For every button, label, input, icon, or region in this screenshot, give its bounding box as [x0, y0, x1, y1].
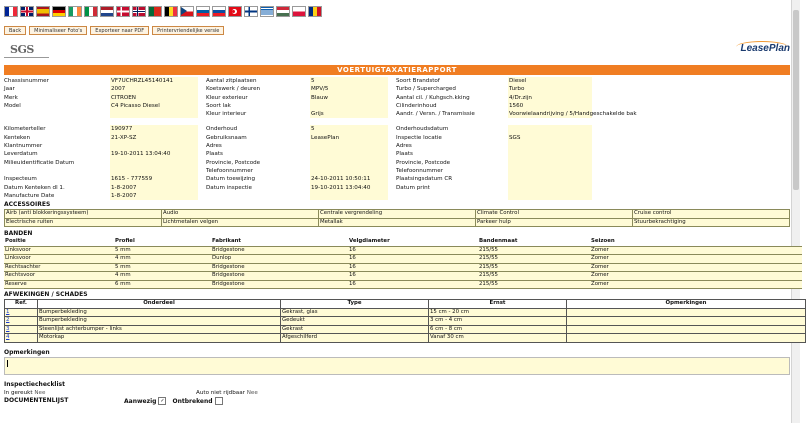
- remarks-heading: Opmerkingen: [4, 348, 50, 356]
- info-field-label: Plaats: [396, 151, 413, 158]
- info-field-value: [508, 142, 592, 150]
- damage-header-cell: Opmerkingen: [567, 300, 806, 309]
- vehicle-field-value: [704, 85, 782, 93]
- tyre-cell: 16: [348, 246, 478, 255]
- info-field-label: [396, 192, 508, 200]
- info-field-value: [110, 159, 198, 167]
- tyres-header-cell: Positie: [5, 238, 26, 245]
- info-field-value: 1-8-2007: [110, 192, 198, 200]
- info-field-label: Adres: [396, 143, 412, 150]
- damage-header-cell: Ref.: [5, 300, 38, 309]
- damage-header-cell: Onderdeel: [38, 300, 281, 309]
- tyre-row: [4, 255, 802, 264]
- accessory-cell: Lichtmetalen velgen: [162, 218, 319, 227]
- info-field-value: [508, 125, 592, 133]
- language-flags: [4, 4, 790, 18]
- tyre-row: [4, 263, 802, 272]
- vehicle-field-value: [704, 94, 782, 102]
- info-field-label: Onderhoud: [206, 126, 238, 133]
- info-field-label: [600, 134, 704, 142]
- accessory-cell: Audio: [162, 210, 319, 219]
- vehicle-field-label: Jaar: [4, 86, 15, 93]
- vehicle-field-value: 1560: [508, 102, 592, 110]
- tyre-cell: 215/55: [478, 280, 590, 289]
- vehicle-field-label: [600, 77, 704, 85]
- vehicle-field-label: Soort Brandstof: [396, 78, 440, 84]
- text-cursor: [7, 360, 8, 367]
- info-field-label: Datum Kenteken dl 1.: [4, 184, 65, 191]
- tyres-table: [4, 238, 802, 289]
- flag-czech-republic-icon[interactable]: [180, 6, 194, 17]
- vehicle-field-label: Cilinderinhoud: [396, 102, 437, 109]
- checklist-item-label: Auto niet rijdbaar: [196, 389, 245, 396]
- documents-present: [124, 397, 223, 406]
- accessory-row: [5, 218, 790, 227]
- info-field-value: SGS: [508, 134, 592, 142]
- info-field-value: [508, 167, 592, 175]
- damage-cell: 6 cm - 8 cm: [429, 325, 567, 334]
- vehicle-field-value: Grijs: [310, 110, 388, 118]
- flag-greece-icon[interactable]: [260, 6, 274, 17]
- damage-row: [5, 308, 806, 317]
- damage-heading: AFWEKINGEN / SCHADES: [4, 291, 88, 299]
- tyre-cell: Bridgestone: [211, 246, 348, 255]
- damage-cell: [567, 308, 806, 317]
- remarks-textarea[interactable]: [4, 357, 790, 375]
- tyre-cell: Zomer: [590, 280, 802, 289]
- tyre-cell: Zomer: [590, 272, 802, 281]
- damage-table: [4, 299, 806, 343]
- tyre-cell: 215/55: [478, 263, 590, 272]
- info-field-value: [704, 159, 782, 167]
- info-field-label: [600, 175, 704, 183]
- vehicle-field-label: [4, 110, 110, 118]
- info-field-value: [704, 125, 782, 133]
- tyre-cell: 5 mm: [114, 263, 211, 272]
- flag-france-icon[interactable]: [4, 6, 18, 17]
- info-field-label: [600, 159, 704, 167]
- tyre-cell: 16: [348, 255, 478, 264]
- info-field-value: [704, 150, 782, 158]
- info-field-label: Gebruiksnaam: [206, 134, 247, 141]
- flag-poland-icon[interactable]: [292, 6, 306, 17]
- info-field-value: 21-XP-SZ: [110, 134, 198, 142]
- tyre-cell: 5 mm: [114, 246, 211, 255]
- info-field-value: [310, 150, 388, 158]
- sgs-logo: SGS: [10, 43, 34, 56]
- info-field-value: [508, 192, 592, 200]
- info-field-label: Manufacture Date: [4, 192, 55, 199]
- info-field-value: 5: [310, 125, 388, 133]
- info-field-label: Provincie, Postcode: [206, 159, 261, 166]
- damage-cell: Gekrast: [281, 325, 429, 334]
- vehicle-details: [4, 77, 790, 118]
- flag-romania-icon[interactable]: [308, 6, 322, 17]
- info-field-label: Milieuidentificatie Datum: [4, 159, 75, 166]
- damage-cell: [567, 325, 806, 334]
- tyres-header-cell: Fabrikant: [212, 238, 242, 245]
- inspection-info: [4, 125, 790, 200]
- flag-finland-icon[interactable]: [244, 6, 258, 17]
- tyre-cell: 215/55: [478, 255, 590, 264]
- tyre-cell: 4 mm: [114, 272, 211, 281]
- logo-bar: [4, 41, 790, 63]
- info-field-label: [600, 125, 704, 133]
- info-field-value: [704, 192, 782, 200]
- info-field-label: [600, 142, 704, 150]
- info-field-value: [110, 142, 198, 150]
- damage-cell: Gekrast, glas: [281, 308, 429, 317]
- back-button[interactable]: Back: [4, 26, 26, 35]
- accessory-cell: Centrale vergrendeling: [319, 210, 476, 219]
- accessory-cell: Electrische ruiten: [5, 218, 162, 227]
- flag-turkey-icon[interactable]: [228, 6, 242, 17]
- info-field-value: [110, 167, 198, 175]
- checklist-heading: Inspectiechecklist: [4, 380, 65, 388]
- info-field-value: [704, 175, 782, 183]
- tyre-cell: Rechtsachter: [4, 263, 114, 272]
- accessory-cell: Metallak: [319, 218, 476, 227]
- tyre-cell: Zomer: [590, 246, 802, 255]
- flag-hungary-icon[interactable]: [276, 6, 290, 17]
- info-field-value: [310, 192, 388, 200]
- accessories-heading: ACCESSOIRES: [4, 201, 51, 209]
- leaseplan-logo: LeasePlan: [740, 43, 790, 54]
- tyre-cell: 215/55: [478, 272, 590, 281]
- damage-cell: [567, 334, 806, 343]
- tyre-cell: 6 mm: [114, 280, 211, 289]
- vehicle-field-value: 4/Dr.zijn: [508, 94, 592, 102]
- tyre-cell: Bridgestone: [211, 272, 348, 281]
- accessory-cell: Parkeer hulp: [476, 218, 633, 227]
- tyre-cell: Bridgestone: [211, 263, 348, 272]
- vehicle-field-value: [310, 102, 388, 110]
- info-field-value: 1615 - 777559: [110, 175, 198, 183]
- damage-row: [5, 317, 806, 326]
- tyre-cell: Zomer: [590, 263, 802, 272]
- scrollbar-thumb[interactable]: [793, 10, 799, 190]
- checklist-item-value: Nee: [246, 389, 258, 396]
- tyre-cell: Dunlop: [211, 255, 348, 264]
- info-field-label: Telefoonnummer: [206, 167, 253, 174]
- vehicle-field-label: Kleur exterieur: [206, 94, 248, 101]
- vehicle-field-value: [110, 110, 198, 118]
- checklist-row: [4, 389, 790, 397]
- info-field-value: 190977: [110, 125, 198, 133]
- vehicle-field-value: Blauw: [310, 94, 388, 102]
- vehicle-field-value: 5: [310, 77, 388, 85]
- vehicle-field-label: Koetswerk / deuren: [206, 86, 261, 93]
- info-field-value: [704, 167, 782, 175]
- vertical-scrollbar[interactable]: [791, 0, 800, 423]
- accessory-cell: Climate Control: [476, 210, 633, 219]
- tyre-cell: Rechtsvoor: [4, 272, 114, 281]
- logo-underline: [4, 57, 49, 58]
- info-field-value: [508, 175, 592, 183]
- vehicle-field-label: Chassisnummer: [4, 78, 49, 84]
- damage-cell: Vanaf 30 cm: [429, 334, 567, 343]
- documents-row: [4, 397, 790, 406]
- damage-ref-link[interactable]: 2: [5, 317, 38, 326]
- info-field-value: 24-10-2011 10:50:11: [310, 175, 388, 183]
- tyres-header-cell: Seizoen: [591, 238, 615, 245]
- damage-cell: Steenlijst achterbumper - links: [38, 325, 281, 334]
- flag-denmark-icon[interactable]: [116, 6, 130, 17]
- info-field-label: Datum print: [396, 184, 430, 191]
- tyre-cell: Linksvoor: [4, 255, 114, 264]
- vehicle-field-value: 2007: [110, 85, 198, 93]
- present-checkbox[interactable]: ✓: [160, 398, 165, 405]
- damage-cell: Bumperbekleding: [38, 317, 281, 326]
- export-pdf-button[interactable]: Exporteer naar PDF: [90, 26, 149, 35]
- damage-cell: Motorkap: [38, 334, 281, 343]
- info-field-value: [310, 167, 388, 175]
- tyres-header-cell: Bandenmaat: [479, 238, 518, 245]
- info-field-label: Plaats: [206, 151, 223, 158]
- vehicle-field-value: [704, 77, 782, 85]
- info-field-label: Plaatsingsdatum CR: [396, 176, 453, 183]
- tyre-cell: Bridgestone: [211, 280, 348, 289]
- info-field-label: Datum inspectie: [206, 184, 252, 191]
- tyre-cell: Reserve: [4, 280, 114, 289]
- vehicle-field-label: [600, 102, 704, 110]
- info-field-label: Telefoonnummer: [396, 167, 443, 174]
- vehicle-field-value: [704, 110, 782, 118]
- damage-header-cell: Type: [281, 300, 429, 309]
- flag-belgium-icon[interactable]: [164, 6, 178, 17]
- accessory-cell: Stuurbekrachtiging: [633, 218, 790, 227]
- flag-spain-icon[interactable]: [36, 6, 50, 17]
- flag-united-kingdom-icon[interactable]: [20, 6, 34, 17]
- info-field-label: [600, 184, 704, 192]
- vehicle-field-value: C4 Picasso Diesel: [110, 102, 198, 110]
- documents-heading: DOCUMENTENLIJST: [4, 396, 69, 404]
- tyre-cell: Linksvoor: [4, 246, 114, 255]
- info-field-value: [310, 159, 388, 167]
- info-field-value: [704, 142, 782, 150]
- report-page: [4, 4, 790, 406]
- vehicle-field-label: [600, 85, 704, 93]
- damage-ref-link[interactable]: 4: [5, 334, 38, 343]
- missing-label: Ontbrekend: [172, 397, 213, 405]
- info-field-label: Onderhoudsdatum: [396, 126, 449, 133]
- flag-ireland-icon[interactable]: [68, 6, 82, 17]
- info-field-value: [310, 142, 388, 150]
- tyre-cell: Zomer: [590, 255, 802, 264]
- info-field-label: [600, 150, 704, 158]
- damage-cell: 15 cm - 20 cm: [429, 308, 567, 317]
- vehicle-field-value: Turbo: [508, 85, 592, 93]
- vehicle-field-value: CITROEN: [110, 94, 198, 102]
- tyre-cell: 16: [348, 280, 478, 289]
- info-field-label: Inspectie locatie: [396, 134, 442, 141]
- info-field-value: [508, 184, 592, 192]
- damage-cell: 3 cm - 4 cm: [429, 317, 567, 326]
- tyre-row: [4, 272, 802, 281]
- info-field-label: Inspecteum: [4, 176, 37, 183]
- info-field-value: 19-10-2011 13:04:40: [110, 150, 198, 158]
- vehicle-field-label: Aantal zitplaatsen: [206, 78, 257, 84]
- info-field-value: [704, 184, 782, 192]
- info-field-value: 1-8-2007: [110, 184, 198, 192]
- toolbar: [4, 26, 790, 35]
- info-field-value: [508, 150, 592, 158]
- damage-row: [5, 325, 806, 334]
- vehicle-field-value: Voorwielaandrijving / 5/Handgeschakelde bak: [509, 111, 637, 118]
- info-field-value: 19-10-2011 13:04:40: [310, 184, 388, 192]
- info-field-label: Kilometerteller: [4, 126, 46, 133]
- vehicle-field-label: Model: [4, 102, 21, 109]
- info-field-value: [704, 134, 782, 142]
- tyre-row: [4, 280, 802, 289]
- tyre-cell: 4 mm: [114, 255, 211, 264]
- info-field-value: [508, 159, 592, 167]
- vehicle-field-label: [600, 94, 704, 102]
- info-field-label: Klantnummer: [4, 143, 43, 150]
- flag-germany-icon[interactable]: [52, 6, 66, 17]
- damage-cell: Afgeschilferd: [281, 334, 429, 343]
- vehicle-field-value: Diesel: [508, 77, 592, 85]
- info-field-label: Adres: [206, 143, 222, 150]
- accessory-row: [5, 210, 790, 219]
- tyre-cell: 16: [348, 272, 478, 281]
- damage-ref-link[interactable]: 3: [5, 325, 38, 334]
- flag-italy-icon[interactable]: [84, 6, 98, 17]
- damage-header-cell: Ernst: [429, 300, 567, 309]
- checklist-item-label: In gereukt: [4, 389, 33, 396]
- tyres-header-cell: Profiel: [115, 238, 135, 245]
- tyre-row: [4, 246, 802, 255]
- printable-version-button[interactable]: Printervriendelijke versie: [152, 26, 224, 35]
- vehicle-field-label: Aantal cil. / Kuhgsch.kking: [396, 94, 470, 101]
- damage-cell: [567, 317, 806, 326]
- report-title: VOERTUIGTAXATIERAPPORT: [4, 65, 790, 75]
- info-field-label: [600, 192, 704, 200]
- minimize-photos-button[interactable]: Minimaliseer Foto's: [29, 26, 87, 35]
- vehicle-field-label: Kleur interieur: [206, 111, 247, 118]
- vehicle-field-label: Merk: [4, 94, 18, 101]
- accessory-cell: Airb (anti blokkeringssysteem): [5, 210, 162, 219]
- vehicle-field-label: Soort lak: [206, 102, 231, 109]
- vehicle-field-value: [704, 102, 782, 110]
- info-field-label: Provincie, Postcode: [396, 159, 451, 166]
- tyre-cell: 215/55: [478, 246, 590, 255]
- vehicle-field-value: VF7UCHRZL45140141: [110, 77, 198, 85]
- flag-norway-icon[interactable]: [132, 6, 146, 17]
- accessories-table: [4, 209, 790, 227]
- flag-netherlands-icon[interactable]: [100, 6, 114, 17]
- damage-ref-link[interactable]: 1: [5, 308, 38, 317]
- tyres-heading: BANDEN: [4, 230, 33, 238]
- info-field-label: [4, 167, 110, 175]
- info-field-label: [206, 192, 310, 200]
- tyre-cell: 16: [348, 263, 478, 272]
- damage-cell: Gedeukt: [281, 317, 429, 326]
- info-field-label: Datum toewijzing: [206, 176, 256, 183]
- info-field-value: LeasePlan: [310, 134, 388, 142]
- info-field-label: Leverdatum: [4, 151, 38, 158]
- info-field-label: Kenteken: [4, 134, 31, 141]
- damage-row: [5, 334, 806, 343]
- vehicle-field-label: Turbo / Supercharged: [396, 86, 456, 93]
- vehicle-field-value: MPV/5: [310, 85, 388, 93]
- vehicle-field-label: [600, 110, 704, 118]
- vehicle-field-label: Aandr. / Versn. / Transmissie: [396, 111, 475, 118]
- checklist-item-2: [196, 389, 258, 397]
- present-label: Aanwezig: [124, 397, 157, 405]
- checklist-item-value: Nee: [34, 389, 46, 396]
- flag-slovakia-icon[interactable]: [212, 6, 226, 17]
- tyres-header-cell: Velgdiameter: [349, 238, 390, 245]
- damage-cell: Bumperbekleding: [38, 308, 281, 317]
- accessory-cell: Cruise control: [633, 210, 790, 219]
- info-field-label: [600, 167, 704, 175]
- flag-portugal-icon[interactable]: [148, 6, 162, 17]
- flag-slovenia-icon[interactable]: [196, 6, 210, 17]
- missing-checkbox[interactable]: [215, 397, 223, 405]
